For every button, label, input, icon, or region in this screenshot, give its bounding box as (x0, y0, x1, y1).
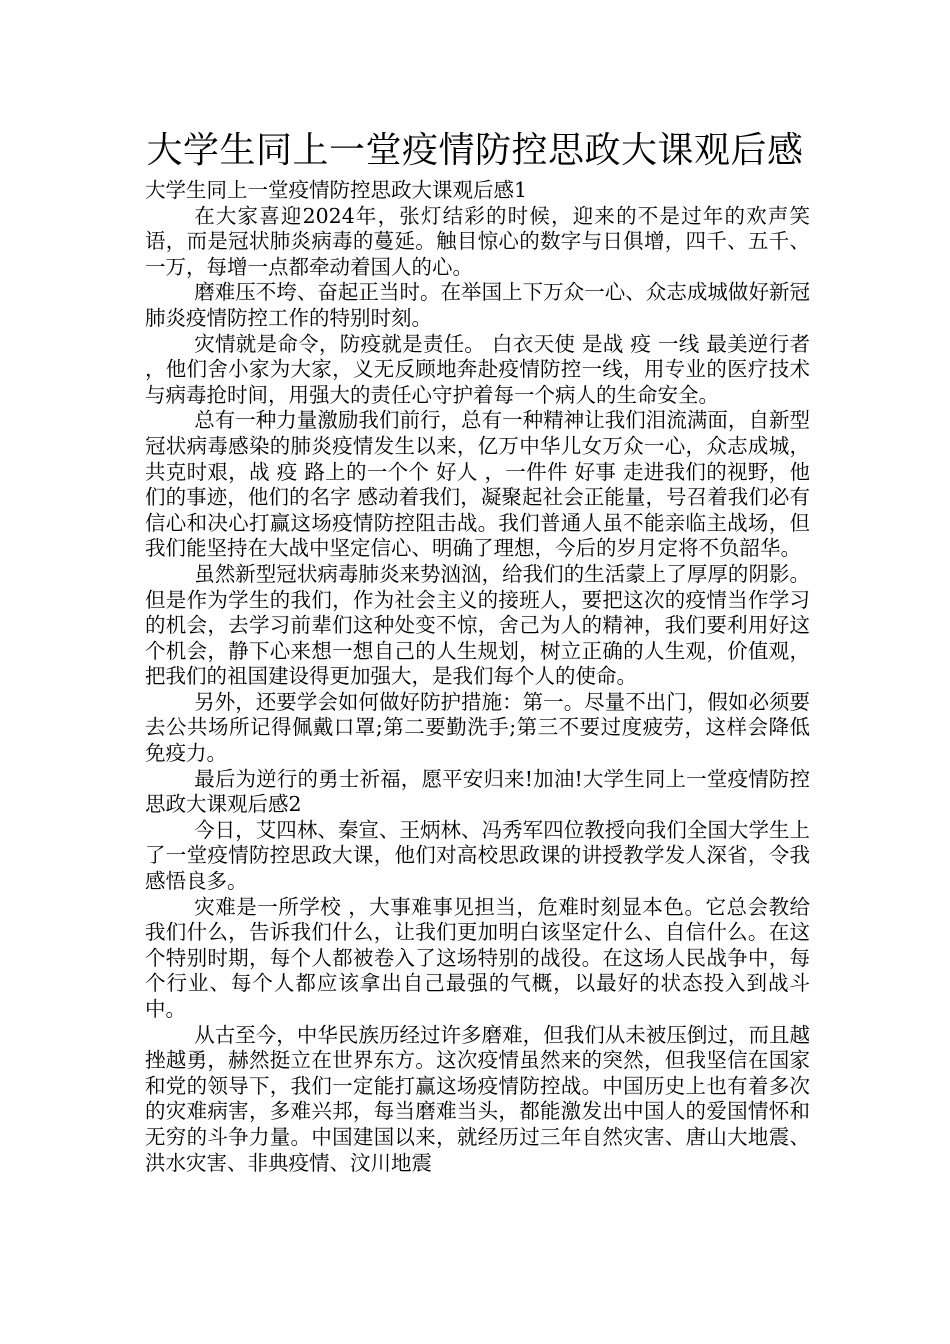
paragraph: 从古至今，中华民族历经过许多磨难，但我们从未被压倒过，而且越挫越勇，赫然挺立在世界东方。这次疫情虽然来的突然，但我坚信在国家和党的领导下，我们一定能打赢这场疫情防控战。中国历史上也有着多次的灾难病害，多难兴邦，每当磨难当头，都能激发出中国人的爱国情怀和无穷的斗争力量。中国建国以来，就经历过三年自然灾害、唐山大地震、洪水灾害、非典疫情、汶川地震 (145, 1022, 810, 1175)
paragraph: 今日，艾四林、秦宣、王炳林、冯秀军四位教授向我们全国大学生上了一堂疫情防控思政大课，他们对高校思政课的讲授教学发人深省，令我感悟良多。 (145, 817, 810, 894)
paragraph: 另外，还要学会如何做好防护措施：第一。尽量不出门，假如必须要去公共场所记得佩戴口罩;第二要勤洗手;第三不要过度疲劳，这样会降低免疫力。 (145, 689, 810, 766)
paragraph: 最后为逆行的勇士祈福，愿平安归来!加油!大学生同上一堂疫情防控思政大课观后感2 (145, 766, 810, 817)
paragraph: 灾情就是命令，防疫就是责任。 白衣天使 是战 疫 一线 最美逆行者 ，他们舍小家为大家，义无反顾地奔赴疫情防控一线，用专业的医疗技术与病毒抢时间，用强大的责任心守护着每一个病人的生命安全。 (145, 331, 810, 407)
section-heading: 大学生同上一堂疫情防控思政大课观后感1 (145, 178, 528, 202)
paragraph: 总有一种力量激励我们前行，总有一种精神让我们泪流满面，自新型冠状病毒感染的肺炎疫情发生以来，亿万中华儿女万众一心，众志成城，共克时艰，战 疫 路上的一个个 好人 ，一件件 好事 走进我们的视野，他们的事迹，他们的名字 感动着我们，凝聚起社会正能量，号召着我们必有信心和决心打赢这场疫情防控阻击战。我们普通人虽不能亲临主战场，但我们能坚持在大战中坚定信心、明确了理想，今后的岁月定将不负韶华。 (145, 408, 810, 561)
paragraph: 在大家喜迎2024年，张灯结彩的时候，迎来的不是过年的欢声笑语，而是冠状肺炎病毒的蔓延。触目惊心的数字与日俱增，四千、五千、一万，每增一点都牵动着国人的心。 (145, 203, 810, 279)
paragraph: 虽然新型冠状病毒肺炎来势汹汹，给我们的生活蒙上了厚厚的阴影。但是作为学生的我们，作为社会主义的接班人，要把这次的疫情当作学习的机会，去学习前辈们这种处变不惊，舍己为人的精神，我们要利用好这个机会，静下心来想一想自己的人生规划，树立正确的人生观，价值观，把我们的祖国建设得更加强大，是我们每个人的使命。 (145, 561, 810, 689)
paragraph: 磨难压不垮、奋起正当时。在举国上下万众一心、众志成城做好新冠肺炎疫情防控工作的特别时刻。 (145, 280, 810, 330)
document-title: 大学生同上一堂疫情防控思政大课观后感 (146, 130, 804, 171)
paragraph: 灾难是一所学校 ，大事难事见担当，危难时刻显本色。它总会教给我们什么，告诉我们什么，让我们更加明白该坚定什么、自信什么。在这个特别时期，每个人都被卷入了这场特别的战役。在这场人民战争中，每个行业、每个人都应该拿出自己最强的气概，以最好的状态投入到战斗中。 (145, 894, 810, 1021)
document-body (145, 178, 810, 1176)
